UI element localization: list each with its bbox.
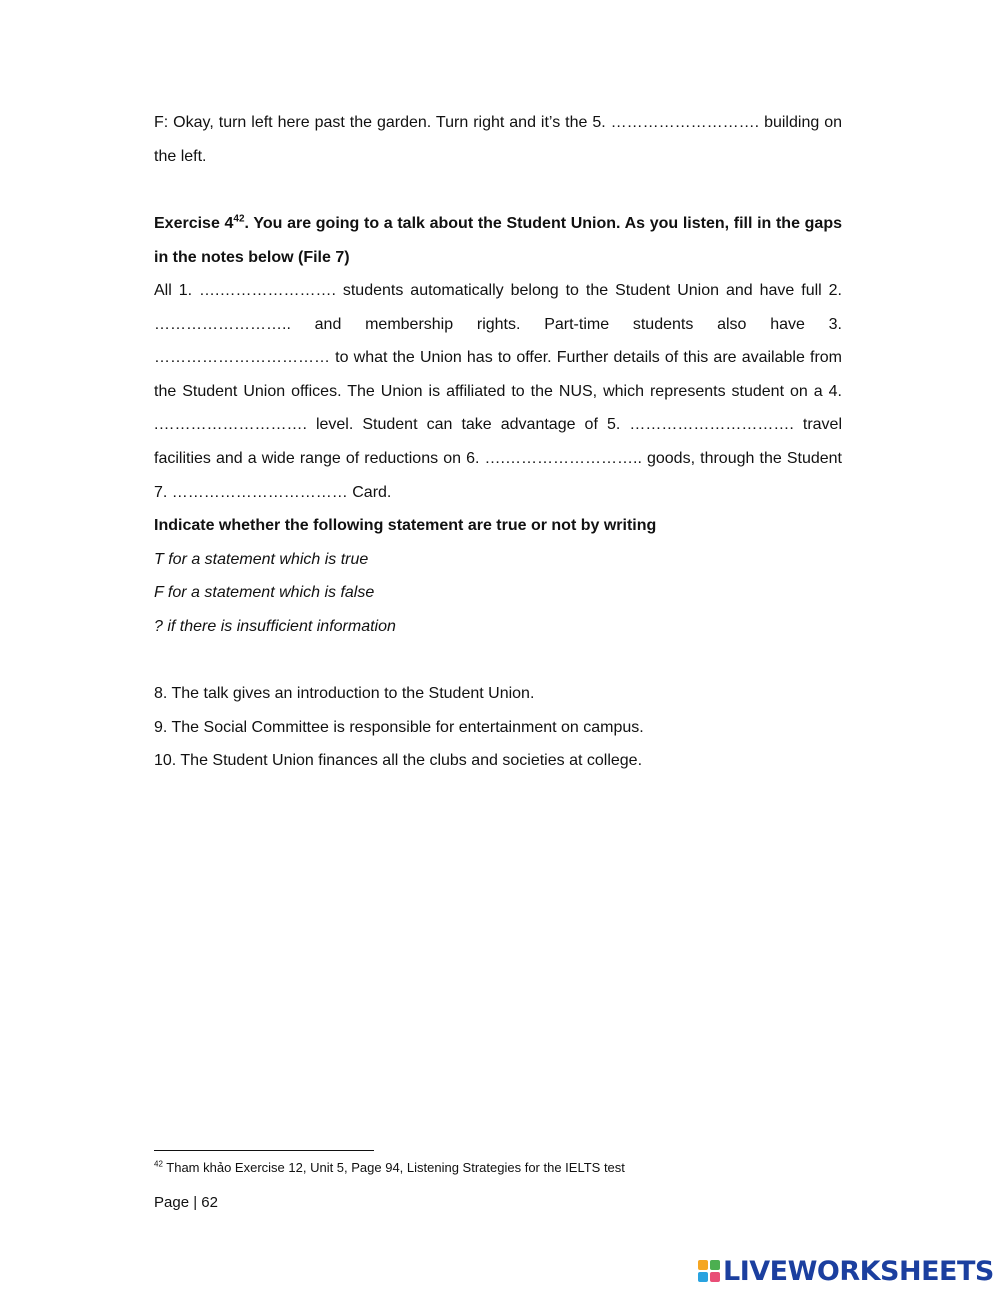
logo-square-1: [698, 1260, 708, 1270]
option-true: T for a statement which is true: [154, 551, 369, 568]
logo-text: LIVEWORKSHEETS: [723, 1255, 994, 1287]
option-false: F for a statement which is false: [154, 584, 375, 601]
footnote: [154, 1160, 625, 1175]
footnote-number: 42: [154, 1159, 163, 1169]
statement-10: 10. The Student Union finances all the clubs and societies at college.: [154, 752, 643, 769]
liveworksheets-logo: [698, 1256, 994, 1286]
gap-fill-text: All 1. ….…………………. students automatically belong to the Student Union and have full 2. …………………….. and membership rights. Part-time students also have 3. …………………………… to what the Union has to offer. Further details of this are available from the Student Union offices. The Union is affiliated to the NUS, which represents student on a 4. .………………………. level. Student can take advantage of 5. …………………………. travel facilities and a wide range of reductions on 6. ….…………………….. goods, through the Student 7. …………………………… Card.: [154, 282, 842, 501]
exercise-heading: [154, 207, 842, 274]
statement-9: 9. The Social Committee is responsible for entertainment on campus.: [154, 719, 644, 736]
exercise-heading-text: . You are going to a talk about the Student Union. As you listen, fill in the gaps in the notes below (File 7): [154, 215, 843, 266]
instructions-heading: Indicate whether the following statement are true or not by writing: [154, 517, 657, 534]
option-not-given: ? if there is insufficient information: [154, 618, 396, 635]
exercise-heading-prefix: Exercise 4: [154, 215, 234, 232]
page-number: Page | 62: [154, 1194, 218, 1211]
logo-square-4: [710, 1272, 720, 1282]
logo-square-2: [710, 1260, 720, 1270]
logo-square-3: [698, 1272, 708, 1282]
statement-8: 8. The talk gives an introduction to the Student Union.: [154, 685, 535, 702]
logo-grid-icon: [698, 1260, 720, 1282]
footnote-divider: [154, 1150, 374, 1151]
footnote-text: Tham khảo Exercise 12, Unit 5, Page 94, Listening Strategies for the IELTS test: [162, 1160, 625, 1175]
dialogue-line: F: Okay, turn left here past the garden. Turn right and it’s the 5. ………………………. building on the left.: [154, 114, 842, 165]
exercise-footnote-ref: 42: [233, 213, 245, 225]
